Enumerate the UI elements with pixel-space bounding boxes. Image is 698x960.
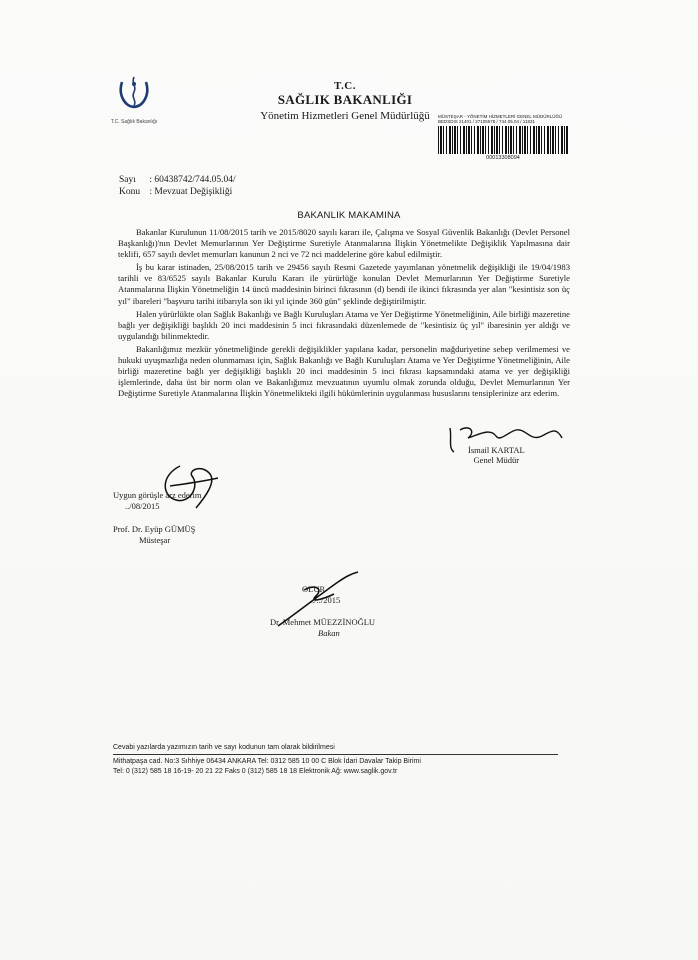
- barcode-bars: [438, 126, 568, 154]
- footer-contact: Tel: 0 (312) 585 18 16-19- 20 21 22 Faks 0 (312) 585 18 18 Elektronik Ağ: www.saglik.gov.tr: [113, 768, 398, 775]
- addressee: BAKANLIK MAKAMINA: [297, 210, 401, 221]
- olur-date: ../../2015: [310, 595, 341, 605]
- approval-line: Uygun görüşle arz ederim: [113, 490, 202, 500]
- approval-title: Müsteşar: [139, 535, 171, 545]
- approval-date: ../08/2015: [125, 501, 160, 511]
- minister-block: [270, 617, 375, 639]
- olur-block: [302, 584, 340, 606]
- letterhead-ministry: SAĞLIK BAKANLIĞI: [277, 92, 413, 107]
- paragraph-2: İş bu karar istinaden, 25/08/2015 tarih ve 29456 sayılı Resmi Gazetede yayımlanan yönetmelik değişikliği ile 19/04/1983 tarihli ve 83/6525 sayılı Bakanlar Kurulu Kararı ile yürürlüğe konulan Devlet Memurlarının Yer Değiştirme Suretiyle Atanmalarına İlişkin Yönetmeliğin 14 üncü maddesinin birinci fıkrasının (d) bendi ile ikinci fıkrasında yer alan "kesintisiz son üç yıl" ibareleri "başvuru tarihi itibarıyla son iki yıl içinde 360 gün" şeklinde değiştirilmiştir.: [118, 262, 570, 306]
- letter-body: [118, 227, 570, 401]
- logo-caption: T.C. Sağlık Bakanlığı: [110, 119, 158, 125]
- letter-footer: [113, 743, 558, 777]
- paragraph-3: Halen yürürlükte olan Sağlık Bakanlığı ve Bağlı Kuruluşları Atama ve Yer Değiştirme Yönetmeliğinin, Aile birliği mazeretine bağlı yer değişikliği başlıklı 20 inci maddesinin 5 inci fıkrasındaki düzenlemede de "kesintisiz üç yıl" ibaresinin yer aldığı ve uygulandığı bilinmektedir.: [118, 308, 570, 341]
- olur-label: OLUR: [302, 584, 326, 594]
- signer-title: Genel Müdür: [473, 455, 520, 465]
- approval-name: Prof. Dr. Eyüp GÜMÜŞ: [113, 524, 196, 534]
- paragraph-1: Bakanlar Kurulunun 11/08/2015 tarih ve 2015/8020 sayılı kararı ile, Çalışma ve Sosyal Güvenlik Bakanlığı (Devlet Personel Başkanlığı)'nın Devlet Memurlarının Yer Değiştirme Suretiyle Atanmalarına İlişkin Yönetmelikte Değişiklik Yapılmasına dair teklifi, 657 sayılı devlet memurları kanunun 2 nci ve 72 nci maddelerine göre kabul edilmiştir.: [118, 227, 570, 260]
- signer-name: İsmail KARTAL: [468, 445, 525, 455]
- meta-konu-label: Konu: [119, 187, 141, 197]
- meta-sayi-row: [119, 174, 236, 186]
- minister-name: Dr. Mehmet MÜEZZİNOĞLU: [270, 617, 376, 627]
- barcode-text-line1: MÜSTEŞAR - YÖNETİM HİZMETLERİ GENEL MÜDÜRLÜĞÜ: [438, 114, 563, 119]
- footer-address: Mithatpaşa cad. No:3 Sıhhiye 06434 ANKARA Tel: 0312 585 10 00 C Blok İdari Davalar Takip Birimi: [113, 758, 421, 765]
- ministry-logo: [103, 72, 165, 125]
- letterhead: [220, 80, 470, 122]
- minister-title: Bakan: [318, 628, 340, 638]
- barcode-text-line2: BEDSDIS 21401 / 27105578 / 744.05.04 / 11831: [438, 119, 535, 124]
- document-barcode: [438, 114, 568, 161]
- letterhead-directorate: Yönetim Hizmetleri Genel Müdürlüğü: [260, 110, 430, 122]
- meta-konu-row: [119, 186, 236, 198]
- meta-konu-value: : Mevzuat Değişikliği: [149, 187, 233, 197]
- meta-sayi-label: Sayı: [119, 175, 136, 185]
- ministry-emblem-icon: [114, 72, 154, 112]
- barcode-number: 00013308094: [486, 155, 520, 161]
- approval-block: [113, 490, 202, 546]
- footer-note: Cevabi yazılarda yazımızın tarih ve sayı kodunun tam olarak bildirilmesi: [113, 743, 558, 755]
- meta-sayi-value: : 60438742/744.05.04/: [149, 175, 236, 185]
- letterhead-tc: T.C.: [334, 80, 356, 92]
- paragraph-4: Bakanlığımız mezkür yönetmeliğinde gerekli değişiklikler yapılana kadar, personelin mağduriyetine sebep verilmemesi ve hukuki uyuşmazlığa neden olunmaması için, Sağlık Bakanlığı ve Bağlı Kuruluşları Atama ve Yer Değiştirme Yönetmeliğinin, Aile birliği mazeretine bağlı yer değişikliği başlıklı 20 inci maddesinin 5 inci fıkrası kapsamındaki atama ve yer değişikliği işlemlerinde, daha üst bir norm olan ve Bakanlığımız mevzuatının uyumlu olmak zorunda olduğu, Devlet Memurlarının Yer Değiştirme Suretiyle Atanmalarına İlişkin Yönetmelikteki ilgili hükümlerinin uygulanması hususlarını tensiplerinize arz ederim.: [118, 343, 570, 399]
- document-meta: [119, 174, 236, 198]
- signature-block-general-director: [468, 445, 525, 465]
